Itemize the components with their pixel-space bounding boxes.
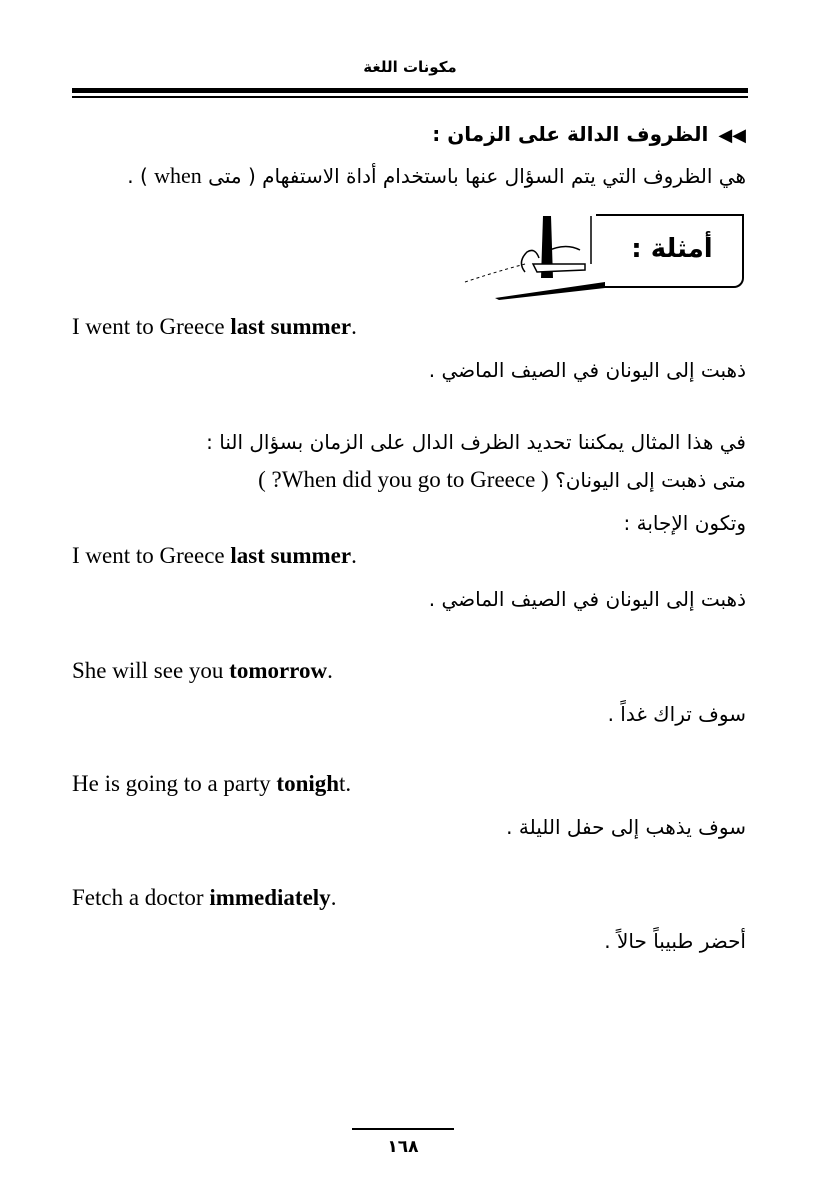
definition-ar-start: هي الظروف التي يتم السؤال عنها باستخدام أداة الاستفهام ( متى xyxy=(208,164,746,188)
example-4-english: He is going to a party tonight. xyxy=(72,771,352,796)
examples-label: أمثلة : xyxy=(631,234,713,264)
running-header: مكونات اللغة xyxy=(363,58,457,76)
example-5-english: Fetch a doctor immediately. xyxy=(72,885,337,910)
page-number: ١٦٨ xyxy=(387,1137,419,1157)
writing-hand-icon xyxy=(455,212,615,302)
example-4-arabic: سوف يذهب إلى حفل الليلة . xyxy=(506,815,746,839)
explanation-line-1: في هذا المثال يمكننا تحديد الظرف الدال على الزمان بسؤال النا : xyxy=(206,430,746,454)
explanation-question-en: ( When did you go to Greece? ) xyxy=(258,467,549,492)
example-2-english: I went to Greece last summer. xyxy=(72,543,357,568)
explanation-line-2 xyxy=(258,467,746,493)
double-left-arrow-icon: ◀◀ xyxy=(718,125,746,146)
example-1-english: I went to Greece last summer. xyxy=(72,314,357,339)
time-adverb: tonigh xyxy=(276,771,340,796)
explanation-question-ar: متى ذهبت إلى اليونان؟ xyxy=(555,468,746,492)
time-adverb: immediately xyxy=(209,885,331,910)
section-heading-text: الظروف الدالة على الزمان : xyxy=(432,122,709,146)
time-adverb: last summer xyxy=(230,314,352,339)
example-3-english: She will see you tomorrow. xyxy=(72,658,333,683)
header-rule-thin xyxy=(72,96,748,98)
section-heading xyxy=(432,122,746,146)
example-3-arabic: سوف تراك غداً . xyxy=(607,702,746,726)
definition-line xyxy=(127,163,746,189)
example-2-arabic: ذهبت إلى اليونان في الصيف الماضي . xyxy=(428,587,746,611)
time-adverb: tomorrow xyxy=(229,658,328,683)
example-1-arabic: ذهبت إلى اليونان في الصيف الماضي . xyxy=(428,358,746,382)
definition-ar-end: ) . xyxy=(127,164,148,188)
time-adverb: last summer xyxy=(230,543,352,568)
example-5-arabic: أحضر طبيباً حالاً . xyxy=(604,929,746,953)
footer-rule xyxy=(352,1128,454,1130)
definition-en-word: when xyxy=(154,163,202,188)
header-rule-thick xyxy=(72,88,748,93)
explanation-line-3: وتكون الإجابة : xyxy=(623,511,746,535)
